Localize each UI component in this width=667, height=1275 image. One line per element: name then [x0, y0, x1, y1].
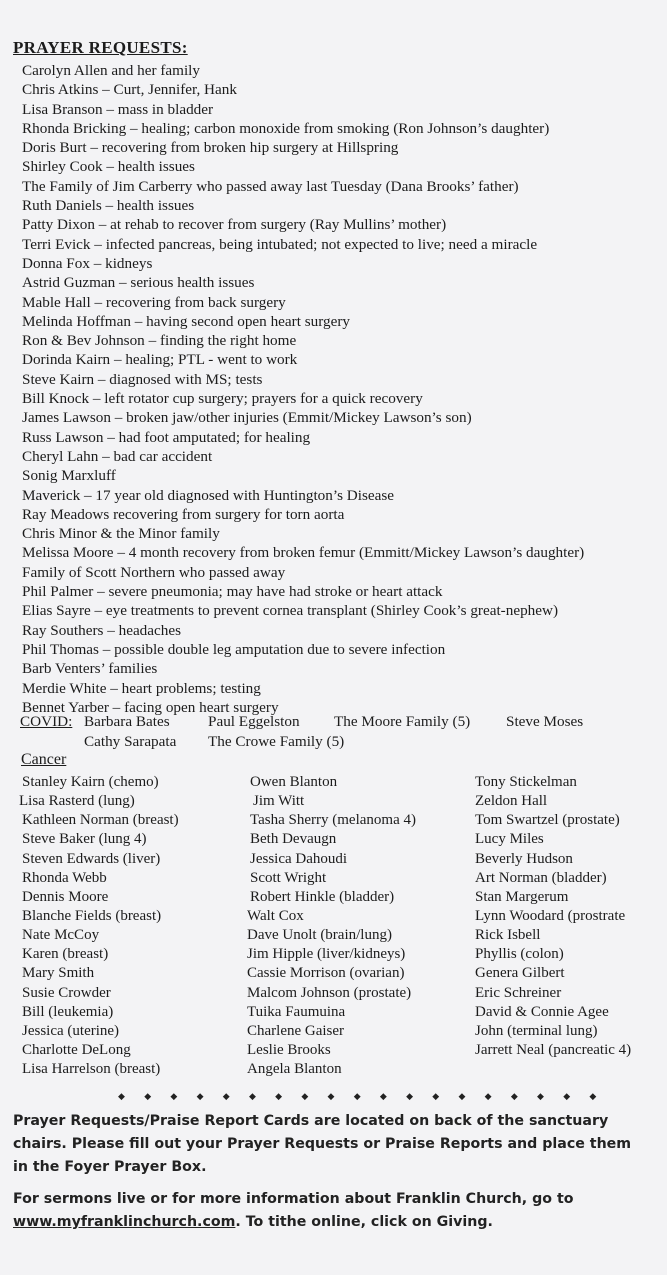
tithe-notice-text: . To tithe online, click on Giving. [235, 1214, 493, 1230]
cancer-list-item: Scott Wright [250, 869, 327, 886]
sermon-notice-text: For sermons live or for more information about Franklin Church, go to [13, 1191, 574, 1207]
prayer-request-item: Astrid Guzman – serious health issues [22, 274, 255, 292]
cancer-list-item: Rick Isbell [475, 927, 541, 944]
cancer-list-item: Jarrett Neal (pancreatic 4) [475, 1041, 632, 1058]
cancer-list-item: Phyllis (colon) [475, 946, 564, 963]
cancer-list-item: Steven Edwards (liver) [22, 850, 161, 867]
prayer-request-item: Rhonda Bricking – healing; carbon monoxide from smoking (Ron Johnson’s daughter) [22, 119, 550, 137]
prayer-request-item: Melissa Moore – 4 month recovery from broken femur (Emmitt/Mickey Lawson’s daughter) [22, 544, 585, 562]
cancer-column-3 [475, 773, 631, 1060]
cancer-column-2 [247, 773, 416, 1079]
cancer-list-item: Art Norman (bladder) [475, 869, 607, 886]
covid-name: Steve Moses [506, 713, 584, 730]
diamond-icon: ◆ [458, 1091, 466, 1101]
cancer-list-item: Lucy Miles [475, 831, 544, 848]
prayer-request-item: Maverick – 17 year old diagnosed with Huntington’s Disease [22, 486, 395, 504]
cancer-heading: Cancer [21, 751, 67, 768]
prayer-request-item: Melinda Hoffman – having second open heart surgery [22, 312, 350, 330]
prayer-request-item: Bill Knock – left rotator cup surgery; prayers for a quick recovery [22, 390, 423, 408]
diamond-icon: ◆ [275, 1091, 283, 1101]
cancer-list-item: Jim Hipple (liver/kidneys) [247, 946, 406, 963]
cancer-list-item: Lisa Harrelson (breast) [22, 1061, 161, 1078]
cancer-list-item: Angela Blanton [247, 1061, 342, 1078]
prayer-request-item: Steve Kairn – diagnosed with MS; tests [22, 370, 263, 388]
cancer-list-item: Mary Smith [22, 965, 95, 982]
prayer-request-item: Bennet Yarber – facing open heart surgery [22, 698, 279, 716]
cancer-column-1 [19, 773, 179, 1079]
covid-name: Paul Eggelston [208, 713, 300, 730]
prayer-request-item: Chris Minor & the Minor family [22, 525, 220, 543]
covid-name: The Moore Family (5) [334, 713, 471, 730]
prayer-request-item: Phil Palmer – severe pneumonia; may have had stroke or heart attack [22, 583, 443, 601]
cancer-list-item: David & Connie Agee [475, 1003, 609, 1020]
diamond-icon: ◆ [144, 1091, 152, 1101]
prayer-request-item: Carolyn Allen and her family [22, 62, 200, 79]
cancer-list-item: Stan Margerum [475, 888, 569, 905]
diamond-icon: ◆ [327, 1091, 335, 1101]
cancer-list-item: Jessica Dahoudi [250, 850, 348, 867]
sermon-notice [13, 1188, 648, 1234]
prayer-request-item: Doris Burt – recovering from broken hip surgery at Hillspring [22, 139, 399, 157]
prayer-requests-heading: PRAYER REQUESTS: [13, 38, 188, 57]
cancer-list-item: Charlotte DeLong [22, 1041, 131, 1058]
cancer-list-item: Genera Gilbert [475, 965, 565, 982]
cancer-list-item: Rhonda Webb [22, 869, 107, 886]
cancer-list-item: Blanche Fields (breast) [22, 907, 162, 924]
cancer-list-item: Tasha Sherry (melanoma 4) [250, 812, 416, 829]
cancer-list-item: Steve Baker (lung 4) [22, 831, 147, 848]
cancer-list-item: Nate McCoy [22, 927, 100, 944]
prayer-request-item: Ruth Daniels – health issues [22, 197, 195, 215]
prayer-request-item: Lisa Branson – mass in bladder [22, 100, 214, 118]
cancer-list-item: Eric Schreiner [475, 984, 562, 1001]
cancer-list-item: Tom Swartzel (prostate) [475, 812, 620, 829]
diamond-icon: ◆ [589, 1091, 597, 1101]
prayer-request-item: Phil Thomas – possible double leg amputation due to severe infection [22, 640, 446, 658]
cancer-list-item: Malcom Johnson (prostate) [247, 984, 412, 1001]
church-website-link[interactable]: www.myfranklinchurch.com [13, 1214, 236, 1230]
prayer-request-item: Russ Lawson – had foot amputated; for healing [22, 428, 311, 446]
diamond-icon: ◆ [563, 1091, 571, 1101]
cancer-list-item: Leslie Brooks [247, 1041, 331, 1058]
covid-label: COVID: [20, 713, 73, 730]
diamond-icon: ◆ [170, 1091, 178, 1101]
cancer-list-item: Zeldon Hall [475, 793, 548, 810]
prayer-request-item: Family of Scott Northern who passed away [22, 563, 286, 581]
prayer-request-item: Ray Southers – headaches [22, 621, 182, 639]
diamond-icon: ◆ [301, 1091, 309, 1101]
cancer-list-item: John (terminal lung) [475, 1022, 598, 1039]
covid-name: Barbara Bates [84, 713, 170, 730]
prayer-request-item: Donna Fox – kidneys [22, 254, 153, 272]
prayer-request-list [22, 61, 584, 717]
prayer-request-item: James Lawson – broken jaw/other injuries (Emmit/Mickey Lawson’s son) [22, 409, 472, 427]
cancer-list-item: Dave Unolt (brain/lung) [247, 927, 392, 944]
prayer-request-item: Chris Atkins – Curt, Jennifer, Hank [22, 81, 237, 99]
prayer-card-notice: Prayer Requests/Praise Report Cards are located on back of the sanctuary chairs. Please fill out your Prayer Requests or Praise Reports and place them in the Foyer Prayer Box. [13, 1113, 632, 1175]
covid-name: Cathy Sarapata [84, 733, 177, 750]
prayer-request-item: Terri Evick – infected pancreas, being intubated; not expected to live; need a miracle [22, 235, 538, 253]
diamond-icon: ◆ [118, 1091, 125, 1101]
cancer-list-item: Bill (leukemia) [22, 1003, 114, 1020]
prayer-request-item: Shirley Cook – health issues [22, 158, 195, 176]
cancer-list-item: Stanley Kairn (chemo) [22, 774, 159, 790]
cancer-list-item: Robert Hinkle (bladder) [250, 888, 395, 905]
cancer-list-item: Cassie Morrison (ovarian) [247, 965, 405, 982]
cancer-list-item: Dennis Moore [22, 888, 109, 905]
prayer-request-item: Cheryl Lahn – bad car accident [22, 447, 213, 465]
prayer-request-item: Ron & Bev Johnson – finding the right home [22, 332, 297, 350]
footer-notice [13, 1110, 648, 1234]
diamond-icon: ◆ [222, 1091, 230, 1101]
diamond-icon: ◆ [537, 1091, 544, 1101]
cancer-list-item: Beth Devaugn [250, 831, 337, 848]
cancer-list-item: Karen (breast) [22, 946, 109, 963]
cancer-list-item: Kathleen Norman (breast) [22, 812, 179, 829]
cancer-list-item: Lisa Rasterd (lung) [19, 793, 135, 810]
prayer-request-item: Sonig Marxluff [22, 467, 116, 485]
prayer-request-item: Patty Dixon – at rehab to recover from surgery (Ray Mullins’ mother) [22, 216, 447, 234]
cancer-list-item: Tuika Faumuina [247, 1003, 346, 1020]
prayer-request-item: Elias Sayre – eye treatments to prevent cornea transplant (Shirley Cook’s great-nephew) [22, 602, 559, 620]
cancer-list-item: Jim Witt [253, 793, 305, 810]
cancer-list-item: Beverly Hudson [475, 850, 573, 867]
prayer-request-item: Barb Venters’ families [22, 660, 158, 678]
diamond-icon: ◆ [196, 1091, 204, 1101]
diamond-icon: ◆ [353, 1091, 361, 1101]
covid-name: The Crowe Family (5) [208, 733, 345, 750]
cancer-list-item: Susie Crowder [22, 984, 111, 1001]
diamond-icon: ◆ [248, 1091, 256, 1101]
diamond-icon: ◆ [406, 1091, 413, 1101]
prayer-request-item: Merdie White – heart problems; testing [22, 679, 261, 697]
diamond-icon: ◆ [510, 1091, 518, 1101]
prayer-request-item: Dorinda Kairn – healing; PTL - went to work [22, 351, 298, 369]
cancer-list-item: Owen Blanton [250, 774, 338, 790]
diamond-icon: ◆ [379, 1091, 387, 1101]
diamond-icon: ◆ [432, 1091, 440, 1101]
cancer-list-item: Jessica (uterine) [22, 1022, 120, 1039]
diamond-icon: ◆ [484, 1091, 492, 1101]
cancer-list-item: Walt Cox [247, 907, 304, 924]
prayer-request-item: The Family of Jim Carberry who passed away last Tuesday (Dana Brooks’ father) [22, 177, 519, 195]
prayer-request-item: Mable Hall – recovering from back surgery [22, 293, 286, 311]
cancer-list-item: Lynn Woodard (prostrate [475, 907, 626, 924]
cancer-list-item: Charlene Gaiser [247, 1022, 345, 1039]
prayer-request-item: Ray Meadows recovering from surgery for torn aorta [22, 505, 345, 523]
diamond-divider [118, 1091, 616, 1102]
cancer-list-item: Tony Stickelman [475, 774, 577, 790]
